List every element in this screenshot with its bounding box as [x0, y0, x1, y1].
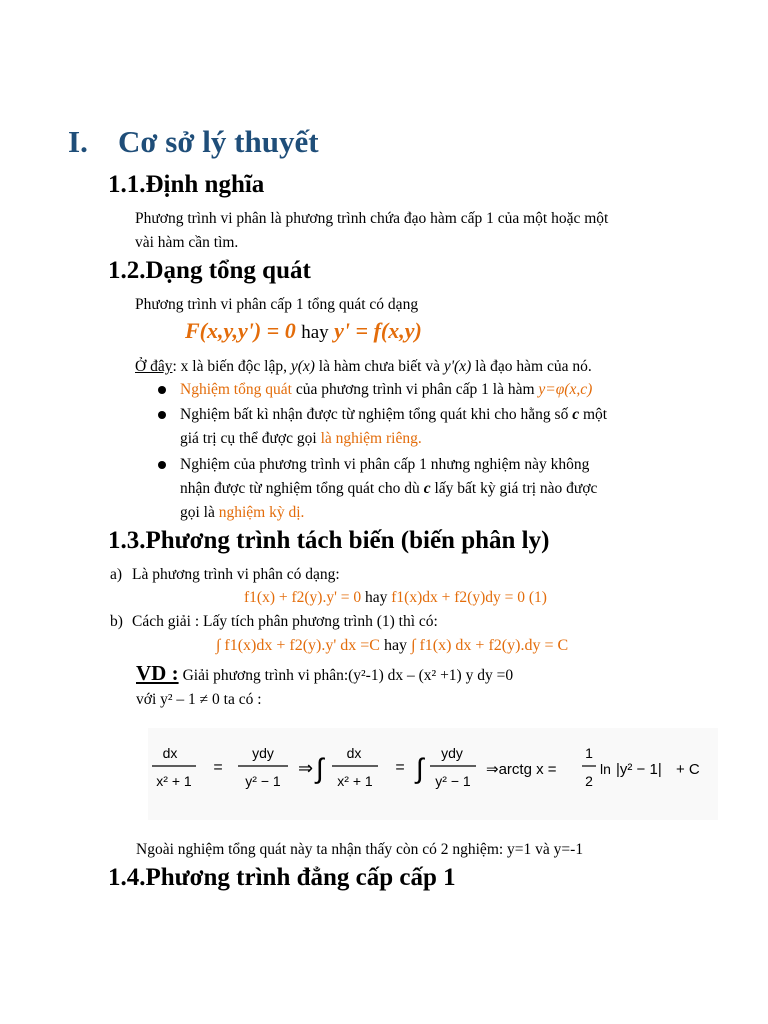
here-text-2: là hàm chưa biết và — [314, 358, 444, 375]
bullet-2-text-c: giá trị cụ thể được gọi — [180, 430, 321, 447]
separable-eq-left: f1(x) + f2(y).y' = 0 — [244, 589, 362, 606]
eq-two: 2 — [585, 773, 593, 789]
eq-plus-c: + C — [676, 761, 700, 778]
eq-dx-2: dx — [346, 745, 362, 761]
integral-eq-right: ∫ f1(x) dx + f2(y).dy = C — [411, 637, 569, 654]
bullet-2 — [158, 411, 166, 419]
item-a-text: Là phương trình vi phân có dạng: — [132, 566, 340, 583]
bullet-3-line-3 — [180, 501, 304, 525]
bullet-3-line-2 — [180, 477, 597, 501]
bullet-3-text-a: nhận được từ nghiệm tổng quát cho dù — [180, 480, 424, 497]
item-b-text: Cách giải : Lấy tích phân phương trình (1) thì có: — [132, 613, 438, 630]
heading-1-3: 1.3.Phương trình tách biến (biến phân ly) — [108, 527, 550, 554]
bullet-2-line-2 — [180, 427, 422, 451]
eq-equals-2: = — [395, 759, 405, 776]
here-line — [135, 355, 592, 379]
definition-line-1: Phương trình vi phân là phương trình chứa đạo hàm cấp 1 của một hoặc một — [135, 210, 609, 227]
eq-dx-1: dx — [162, 745, 178, 761]
bullet-3-text-c: gọi là — [180, 504, 219, 521]
particular-solution-term: là nghiệm riêng. — [320, 430, 422, 447]
bullet-1-text — [180, 378, 592, 402]
bullet-3 — [158, 461, 166, 469]
separable-eq-right: f1(x)dx + f2(y)dy = 0 (1) — [391, 589, 547, 606]
item-a — [110, 563, 340, 587]
eq-ydy-2: ydy — [441, 745, 463, 761]
section-title — [68, 124, 319, 160]
general-formula — [185, 318, 422, 344]
eq-implies-1: ⇒ — [298, 758, 314, 778]
item-b-label: b) — [110, 613, 123, 630]
formula-implicit: F(x,y,y') = 0 — [185, 318, 296, 343]
eq-ln: ln — [600, 761, 611, 777]
here-text-1: : x là biến độc lập, — [172, 358, 291, 375]
formula-hay: hay — [301, 322, 329, 343]
definition-line-2: vài hàm cần tìm. — [135, 234, 239, 251]
here-text-3: là đạo hàm của nó. — [471, 358, 592, 375]
general-solution-term: Nghiệm tổng quát — [180, 381, 292, 398]
example-text: Giải phương trình vi phân:(y²-1) dx – (x² +1) y dy =0 — [182, 667, 514, 684]
eq-integral-2: ∫ — [416, 753, 424, 784]
eq-ydy-1: ydy — [252, 745, 274, 761]
bullet-3-text-b: lấy bất kỳ giá trị nào được — [430, 480, 598, 497]
section-title-text: Cơ sở lý thuyết — [118, 124, 319, 159]
item-b — [110, 610, 438, 634]
eq-integral-1: ∫ — [316, 753, 324, 784]
bullet-2-line-1 — [180, 403, 607, 427]
item-a-label: a) — [110, 566, 123, 583]
here-yx: y(x) — [290, 358, 315, 375]
constant-c-2: c — [423, 480, 431, 497]
solution-equation-image — [148, 728, 718, 820]
eq-abs: |y² − 1| — [616, 761, 662, 778]
here-dyx: y'(x) — [443, 358, 472, 375]
integral-eq-hay: hay — [383, 637, 408, 654]
here-label: Ở đây — [135, 358, 173, 375]
bullet-2-text-a: Nghiệm bất kì nhận được từ nghiệm tổng quát khi cho hằng số — [180, 406, 573, 423]
general-form-intro: Phương trình vi phân cấp 1 tổng quát có dạng — [135, 296, 419, 313]
bullet-2-text-b: một — [579, 406, 608, 423]
eq-x2p1-1: x² + 1 — [156, 773, 192, 789]
eq-equals-1: = — [213, 759, 223, 776]
heading-1-4: 1.4.Phương trình đẳng cấp cấp 1 — [108, 864, 456, 891]
eq-x2p1-2: x² + 1 — [337, 773, 373, 789]
bullet-3-line-1: Nghiệm của phương trình vi phân cấp 1 nhưng nghiệm này không — [180, 456, 590, 473]
heading-1-2: 1.2.Dạng tổng quát — [108, 257, 311, 284]
formula-explicit: y' = f(x,y) — [334, 318, 422, 343]
heading-1-1: 1.1.Định nghĩa — [108, 171, 265, 198]
separable-equation — [244, 586, 547, 610]
bullet-1-body: của phương trình vi phân cấp 1 là hàm — [291, 381, 539, 398]
integral-eq-left: ∫ f1(x)dx + f2(y).y' dx =C — [216, 637, 380, 654]
bullet-1 — [158, 386, 166, 394]
eq-arctg: ⇒arctg x = — [486, 761, 557, 778]
condition-line: với y² – 1 ≠ 0 ta có : — [136, 691, 262, 708]
example-line — [136, 661, 513, 688]
example-label: VD : — [136, 661, 179, 685]
general-solution-func: y=φ(x,c) — [538, 381, 593, 398]
eq-y2m1-1: y² − 1 — [245, 773, 281, 789]
constant-c: c — [572, 406, 580, 423]
separable-eq-hay: hay — [365, 589, 388, 606]
section-number: I. — [68, 124, 88, 159]
extra-solutions-note: Ngoài nghiệm tổng quát này ta nhận thấy còn có 2 nghiệm: y=1 và y=-1 — [136, 841, 584, 858]
eq-one: 1 — [585, 745, 593, 761]
integral-equation — [216, 634, 568, 658]
eq-y2m1-2: y² − 1 — [435, 773, 471, 789]
singular-solution-term: nghiệm kỳ dị. — [218, 504, 305, 521]
